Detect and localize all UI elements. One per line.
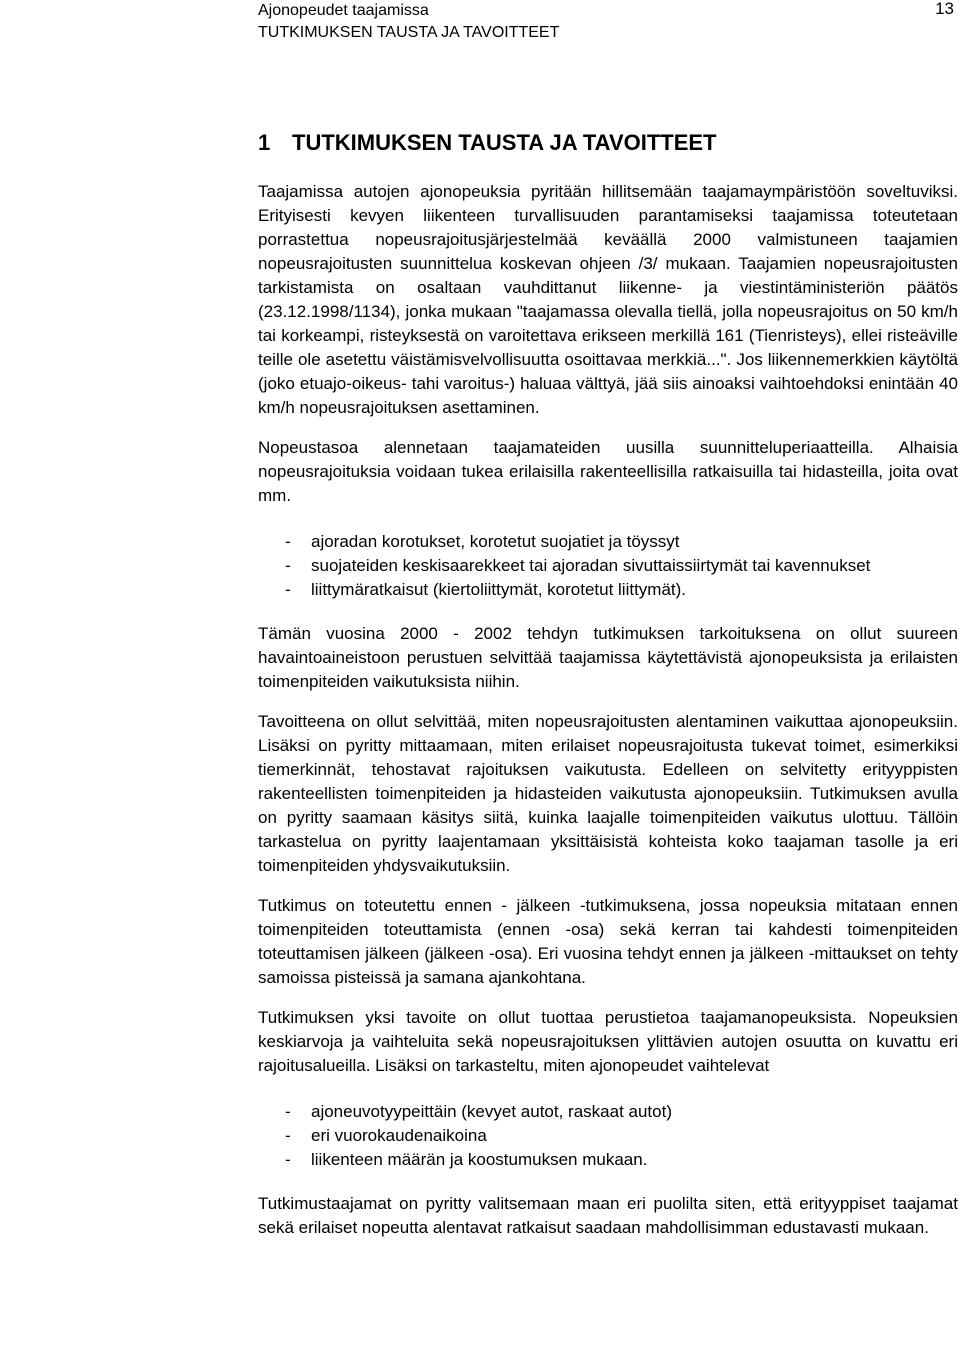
list-traffic-calming-measures <box>258 530 958 602</box>
list-dash: - <box>285 532 291 551</box>
list-item: - liittymäratkaisut (kiertoliittymät, korotetut liittymät). <box>258 578 958 602</box>
chapter-title: TUTKIMUKSEN TAUSTA JA TAVOITTEET <box>292 130 717 155</box>
header-document-title: Ajonopeudet taajamissa <box>258 2 429 19</box>
paragraph-background: Taajamissa autojen ajonopeuksia pyritään hillitsemään taajamaympäristöön soveltuviksi. Erityisesti kevyen liikenteen turvallisuuden parantamiseksi taajamissa toteutetaan porrastettua nopeusrajoitusjärjestelmää keväällä 2000 valmistuneen taajamien nopeusrajoitusten suunnittelua koskevan ohjeen /3/ mukaan. Taajamien nopeusrajoitusten tarkistamista on osaltaan vauhdittanut liikenne- ja viestintäministeriön päätös (23.12.1998/1134), jonka mukaan "taajamassa olevalla tiellä, jolla nopeusrajoitus on 50 km/h tai korkeampi, risteyksestä on varoitettava erikseen merkillä 161 (Tienristeys), ellei risteäville teille ole asetettu väistämisvelvollisuutta osoittavaa merkkiä...". Jos liikennemerkkien käytöltä (joko etuajo-oikeus- tahi varoitus-) haluaa välttyä, jää siis ainoaksi vaihtoehdoksi enintään 40 km/h nopeusrajoituksen asettaminen. <box>258 182 958 417</box>
chapter-number: 1 <box>258 130 271 155</box>
list-speed-variation <box>258 1100 958 1172</box>
paragraph-study-towns: Tutkimustaajamat on pyritty valitsemaan maan eri puolilta siten, että erityyppiset taajamat sekä erilaiset nopeutta alentavat ratkaisut saadaan mahdollisimman edustavasti mukaan. <box>258 1194 958 1237</box>
list-dash: - <box>285 1126 291 1145</box>
list-item: - ajoneuvotyypeittäin (kevyet autot, raskaat autot) <box>258 1100 958 1124</box>
paragraph-purpose: Tämän vuosina 2000 - 2002 tehdyn tutkimuksen tarkoituksena on ollut suureen havaintoaineistoon perustuen selvittää taajamissa käytettävistä ajonopeuksista ja erilaisten toimenpiteiden vaikutuksista niihin. <box>258 624 958 691</box>
chapter-heading <box>258 128 717 158</box>
list-dash: - <box>285 1102 291 1121</box>
list-dash: - <box>285 1150 291 1169</box>
list-dash: - <box>285 580 291 599</box>
header-chapter-title: TUTKIMUKSEN TAUSTA JA TAVOITTEET <box>258 24 560 41</box>
paragraph-design-principles: Nopeustasoa alennetaan taajamateiden uusilla suunnitteluperiaatteilla. Alhaisia nopeusrajoituksia voidaan tukea erilaisilla rakenteellisilla ratkaisuilla tai hidasteilla, joita ovat mm. <box>258 438 958 505</box>
paragraph-basic-data: Tutkimuksen yksi tavoite on ollut tuottaa perustietoa taajamanopeuksista. Nopeuksien keskiarvoja ja vaihteluita sekä nopeusrajoituksen ylittävien autojen osuutta on kuvattu eri rajoitusalueilla. Lisäksi on tarkasteltu, miten ajonopeudet vaihtelevat <box>258 1008 958 1075</box>
body-text <box>258 180 958 1256</box>
list-dash: - <box>285 556 291 575</box>
paragraph-method: Tutkimus on toteutettu ennen - jälkeen -tutkimuksena, jossa nopeuksia mitataan ennen toimenpiteiden toteuttamista (ennen -osa) sekä kerran tai kahdesti toimenpiteiden toteuttamisen jälkeen (jälkeen -osa). Eri vuosina tehdyt ennen ja jälkeen -mittaukset on tehty samoissa pisteissä ja samana ajankohtana. <box>258 896 958 987</box>
list-item: - ajoradan korotukset, korotetut suojatiet ja töyssyt <box>258 530 958 554</box>
running-header <box>258 0 958 44</box>
list-item: - liikenteen määrän ja koostumuksen mukaan. <box>258 1148 958 1172</box>
list-item: - eri vuorokaudenaikoina <box>258 1124 958 1148</box>
paragraph-objectives: Tavoitteena on ollut selvittää, miten nopeusrajoitusten alentaminen vaikuttaa ajonopeuksiin. Lisäksi on pyritty mittaamaan, miten erilaiset nopeusrajoitusta tukevat toimet, esimerkiksi tiemerkinnät, tehostavat rajoituksen vaikutusta. Edelleen on selvitetty erityyppisten rakenteellisten toimenpiteiden ja hidasteiden vaikutusta ajonopeuksiin. Tutkimuksen avulla on pyritty saamaan käsitys siitä, kuinka laajalle toimenpiteiden vaikutus ulottuu. Tällöin tarkastelua on pyritty laajentamaan yksittäisistä kohteista koko taajaman tasolle ja eri toimenpiteiden yhdysvaikutuksiin. <box>258 712 958 875</box>
list-item: - suojateiden keskisaarekkeet tai ajoradan sivuttaissiirtymät tai kavennukset <box>258 554 958 578</box>
page-number: 13 <box>935 0 954 18</box>
